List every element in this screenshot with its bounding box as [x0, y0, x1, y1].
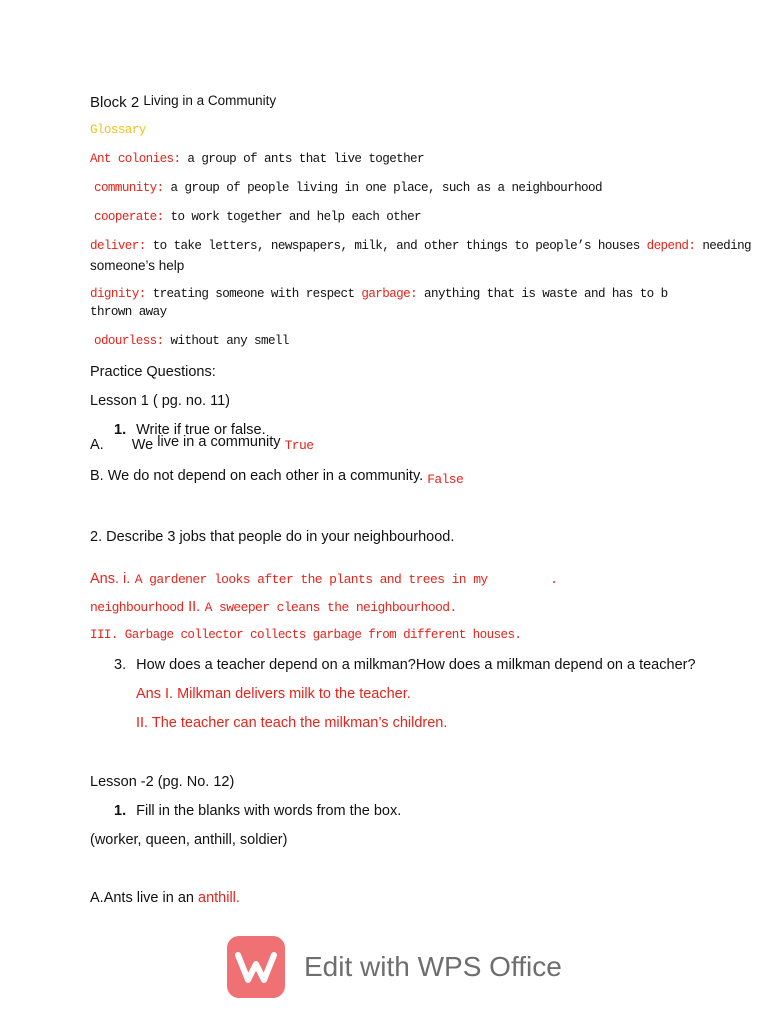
- lesson-1-item-a: [90, 434, 314, 453]
- question-3-answer-1: Ans I. Milkman delivers milk to the teacher.: [136, 686, 411, 702]
- lesson-2-heading: Lesson -2 (pg. No. 12): [90, 774, 235, 790]
- answer-text: neighbourhood: [90, 600, 184, 615]
- item-label: A.: [90, 437, 104, 453]
- lesson-2-question-1: [114, 804, 401, 819]
- question-text: How does a teacher depend on a milkman?How does a milkman depend on a teacher?: [136, 657, 696, 673]
- glossary-definition: without any smell: [170, 334, 289, 348]
- answer-text: True: [284, 438, 314, 453]
- glossary-entry-community: [94, 182, 602, 195]
- glossary-entry-ant-colonies: [90, 153, 424, 166]
- glossary-term: odourless:: [94, 334, 164, 348]
- answer-label: Ans. i.: [90, 571, 131, 587]
- lesson-2-item-a: [90, 891, 240, 906]
- page-title: [90, 94, 276, 110]
- glossary-definition-continued: thrown away: [90, 305, 167, 319]
- lesson-1-question-3: [114, 658, 696, 673]
- answer-text: A gardener looks after the plants and trees in my: [134, 572, 488, 587]
- word-box: (worker, queen, anthill, soldier): [90, 832, 288, 848]
- question-2-answer-line-3: III. Garbage collector collects garbage from different houses.: [90, 628, 522, 642]
- glossary-heading: Glossary: [90, 123, 146, 137]
- block-label: Block 2: [90, 94, 140, 111]
- glossary-definition: to take letters, newspapers, milk, and other things to people’s houses: [152, 239, 640, 253]
- practice-heading: Practice Questions:: [90, 364, 216, 380]
- glossary-term: depend:: [646, 239, 696, 253]
- glossary-term: dignity:: [90, 287, 146, 301]
- item-text: live in a community: [157, 434, 281, 450]
- wps-watermark-text: Edit with WPS Office: [304, 951, 562, 982]
- glossary-definition: a group of ants that live together: [187, 152, 424, 166]
- question-text: Fill in the blanks with words from the box.: [136, 803, 402, 819]
- block-topic: Living in a Community: [143, 93, 277, 108]
- lesson-1-question-2: 2. Describe 3 jobs that people do in your neighbourhood.: [90, 529, 455, 545]
- glossary-term: garbage:: [361, 287, 418, 301]
- glossary-term: Ant colonies:: [90, 152, 181, 166]
- glossary-definition: treating someone with respect: [152, 287, 355, 301]
- glossary-entry-odourless: [94, 335, 289, 348]
- answer-text: anthill.: [198, 890, 240, 906]
- glossary-term: deliver:: [90, 239, 146, 253]
- question-number: 3.: [114, 657, 127, 673]
- lesson-1-heading: Lesson 1 ( pg. no. 11): [90, 393, 230, 409]
- glossary-definition: anything that is waste and has to b: [424, 287, 668, 301]
- question-2-answer-line-1: [90, 571, 557, 587]
- glossary-definition: a group of people living in one place, such as a neighbourhood: [170, 181, 602, 195]
- item-text: We: [131, 437, 154, 453]
- glossary-entry-deliver-depend: [90, 240, 751, 253]
- wps-logo-icon: [227, 936, 285, 998]
- lesson-1-item-b: [90, 468, 464, 487]
- glossary-definition: needing: [702, 239, 752, 253]
- glossary-entry-dignity-garbage: [90, 288, 668, 301]
- question-number: 1.: [114, 422, 127, 438]
- answer-text: False: [427, 472, 464, 487]
- question-text: Write if true or false.: [136, 422, 266, 438]
- question-3-answer-2: II. The teacher can teach the milkman’s children.: [136, 715, 448, 731]
- item-text: B. We do not depend on each other in a community.: [90, 468, 424, 484]
- answer-text: A sweeper cleans the neighbourhood.: [204, 600, 457, 615]
- answer-text: .: [550, 572, 558, 587]
- question-number: 1.: [114, 803, 127, 819]
- glossary-term: cooperate:: [94, 210, 164, 224]
- item-text: A.Ants live in an: [90, 890, 194, 906]
- answer-label: II.: [188, 599, 201, 615]
- glossary-entry-cooperate: [94, 211, 421, 224]
- glossary-definition-continued: someone’s help: [90, 258, 185, 273]
- glossary-term: community:: [94, 181, 164, 195]
- glossary-definition: to work together and help each other: [170, 210, 422, 224]
- question-2-answer-line-2: [90, 599, 457, 615]
